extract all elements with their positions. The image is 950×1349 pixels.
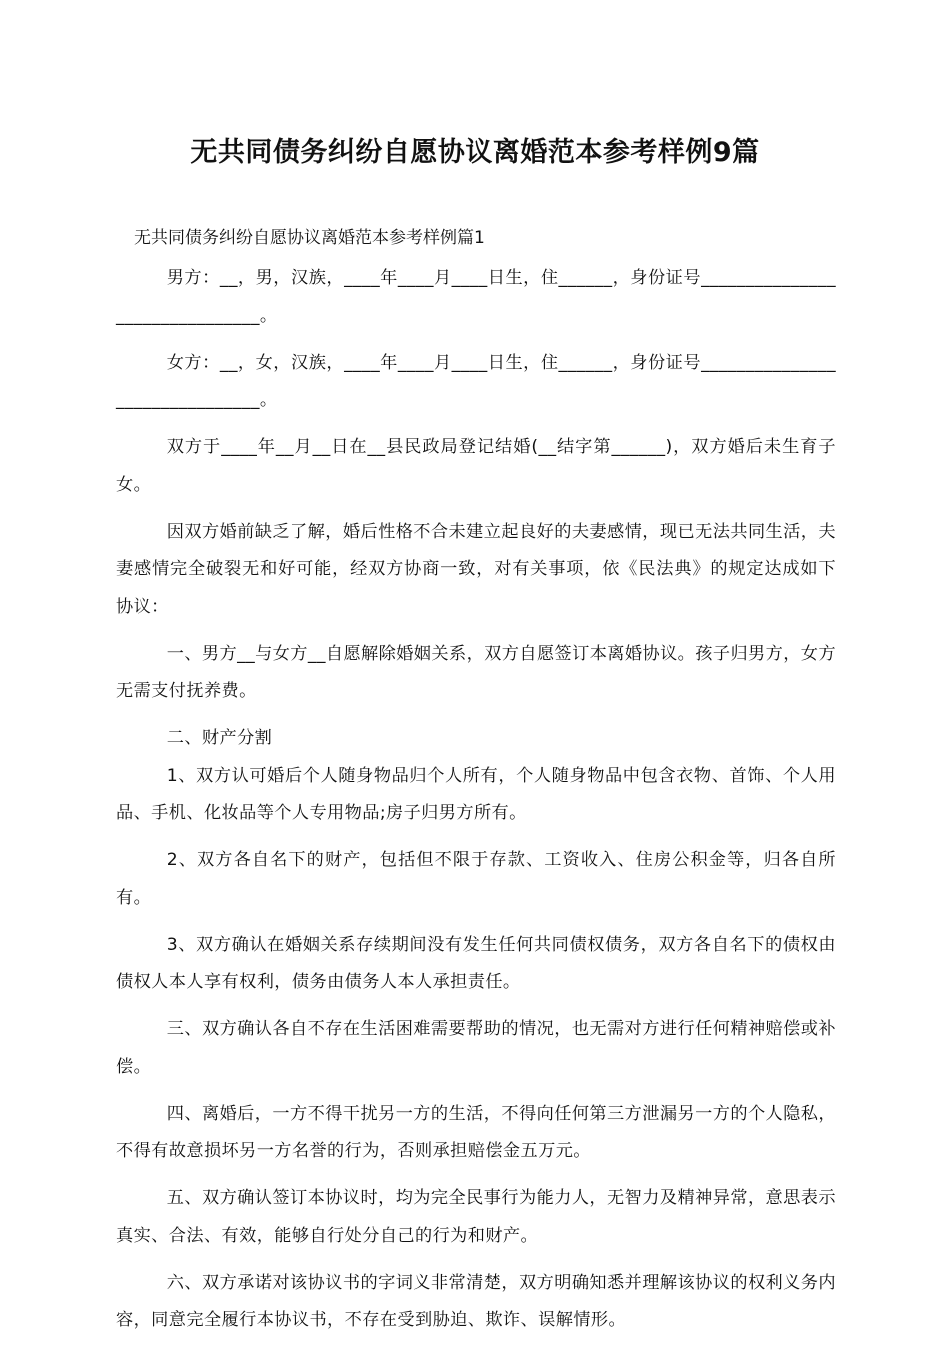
paragraph-property-item-2: 2、双方各自名下的财产，包括但不限于存款、工资收入、住房公积金等，归各自所有。 [116, 850, 836, 908]
paragraph-divorce-reason: 因双方婚前缺乏了解，婚后性格不合未建立起良好的夫妻感情，现已无法共同生活，夫妻感情完全破裂无和好可能，经双方协商一致，对有关事项，依《民法典》的规定达成如下协议： [116, 521, 836, 617]
paragraph-property-item-3: 3、双方确认在婚姻关系存续期间没有发生任何共同债权债务，双方各自名下的债权由债权人本人享有权利，债务由债务人本人承担责任。 [116, 934, 836, 992]
paragraph-female-party: 女方：__，女，汉族，____年____月____日生，住______，身份证号_______________________________。 [116, 352, 836, 410]
document-title: 无共同债务纠纷自愿协议离婚范本参考样例9篇 [190, 137, 760, 168]
paragraph-male-party: 男方：__，男，汉族，____年____月____日生，住______，身份证号_______________________________。 [116, 268, 836, 326]
document-body [116, 260, 836, 1349]
paragraph-clause-three: 三、双方确认各自不存在生活困难需要帮助的情况，也无需对方进行任何精神赔偿或补偿。 [116, 1019, 836, 1077]
paragraph-property-item-1: 1、双方认可婚后个人随身物品归个人所有，个人随身物品中包含衣物、首饰、个人用品、手机、化妆品等个人专用物品;房子归男方所有。 [116, 765, 836, 823]
paragraph-clause-five: 五、双方确认签订本协议时，均为完全民事行为能力人，无智力及精神异常，意思表示真实、合法、有效，能够自行处分自己的行为和财产。 [116, 1188, 836, 1246]
paragraph-clause-four: 四、离婚后，一方不得干扰另一方的生活，不得向任何第三方泄漏另一方的个人隐私，不得有故意损坏另一方名誉的行为，否则承担赔偿金五万元。 [116, 1103, 836, 1161]
paragraph-clause-six: 六、双方承诺对该协议书的字词义非常清楚，双方明确知悉并理解该协议的权利义务内容，同意完全履行本协议书，不存在受到胁迫、欺诈、误解情形。 [116, 1272, 836, 1330]
paragraph-marriage-registration: 双方于____年__月__日在__县民政局登记结婚(__结字第______)，双方婚后未生育子女。 [116, 437, 836, 495]
paragraph-clause-one: 一、男方__与女方__自愿解除婚姻关系，双方自愿签订本离婚协议。孩子归男方，女方无需支付抚养费。 [116, 643, 836, 701]
section-heading: 无共同债务纠纷自愿协议离婚范本参考样例篇1 [134, 228, 485, 248]
paragraph-clause-two-heading: 二、财产分割 [166, 728, 273, 748]
